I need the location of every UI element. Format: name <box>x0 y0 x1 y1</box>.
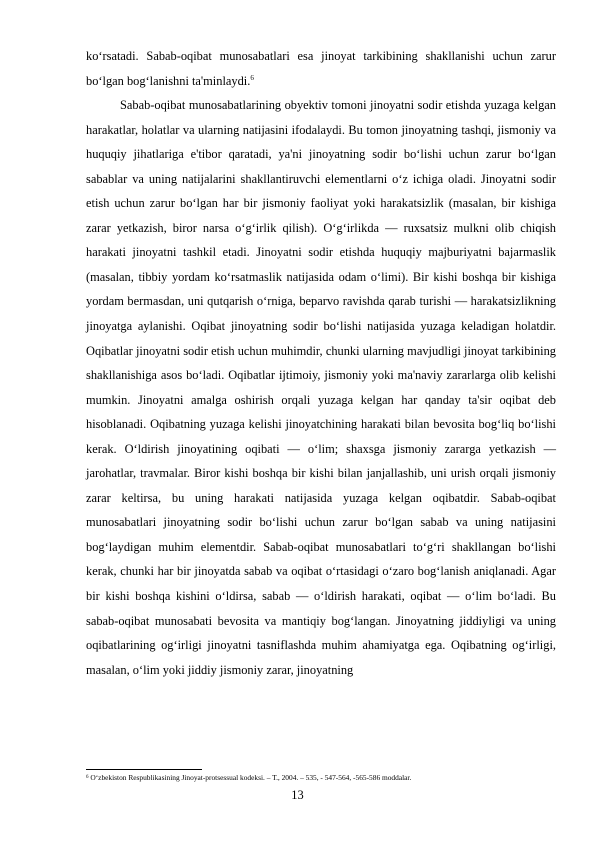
body-text <box>86 44 556 682</box>
paragraph-1-text: ko‘rsatadi. Sabab-oqibat munosabatlari esa jinoyat tarkibining shakllanishi uchun zarur bo‘lgan bog‘lanishni ta'minlaydi. <box>86 49 556 88</box>
page-number: 13 <box>291 788 304 802</box>
footnote-text: O‘zbekiston Respublikasining Jinoyat-protsessual kodeksi. – T., 2004. – 535, - 547-564, -565-586 moddalar. <box>90 773 412 782</box>
paragraph-continuation <box>86 44 556 93</box>
footnote-reference: 6 <box>250 73 254 82</box>
footnote-number: 6 <box>86 775 89 780</box>
footnote-separator <box>86 769 202 770</box>
paragraph-main: Sabab-oqibat munosabatlarining obyektiv tomoni jinoyatni sodir etishda yuzaga kelgan harakatlar, holatlar va ularning natijasini ifodalaydi. Bu tomon jinoyatning tashqi, jismoniy va huquqiy jihatlariga e'tibor qaratadi, ya'ni jinoyatning sodir bo‘lishi uchun zarur bo‘lgan sabablar va uning natijalarini shakllantiruvchi elementlarni o‘z ichiga oladi. Jinoyatni sodir etish uchun zarur bo‘lgan har bir jismoniy faoliyat yoki harakatsizlik (masalan, bir kishiga zarar yetkazish, biror narsa o‘g‘irlik qilish). O‘g‘irlikda — ruxsatsiz mulkni olib chiqish harakati jinoyatni tashkil etadi. Jinoyatni sodir etishda huquqiy majburiyatni bajarmaslik (masalan, tibbiy yordam ko‘rsatmaslik natijasida odam o‘limi). Bir kishi boshqa bir kishiga yordam bermasdan, uni qutqarish o‘rniga, beparvo ravishda qarab turishi — harakatsizlikning jinoyatga aylanishi. Oqibat jinoyatning sodir bo‘lishi natijasida yuzaga keladigan holatdir. Oqibatlar jinoyatni sodir etish uchun muhimdir, chunki ularning mavjudligi jinoyat tarkibining shakllanishiga asos bo‘ladi. Oqibatlar ijtimoiy, jismoniy yoki ma'naviy zararlarga olib kelishi mumkin. Jinoyatni amalga oshirish orqali yuzaga kelgan har qanday ta'sir oqibat deb hisoblanadi. Oqibatning yuzaga kelishi jinoyatchining harakati bilan bevosita bog‘liq bo‘lishi kerak. O‘ldirish jinoyatining oqibati — o‘lim; shaxsga jismoniy zararga yetkazish — jarohatlar, travmalar. Biror kishi boshqa bir kishi bilan janjallashib, uni urish orqali jismoniy zarar keltirsa, bu uning harakati natijasida yuzaga kelgan oqibatdir. Sabab-oqibat munosabatlari jinoyatning sodir bo‘lishi uchun zarur bo‘lgan sabab va uning natijasini bog‘laydigan muhim elementdir. Sabab-oqibat munosabatlari to‘g‘ri shakllangan bo‘lishi kerak, chunki har bir jinoyatda sabab va oqibat o‘rtasidagi o‘zaro bog‘lanish aniqlanadi. Agar bir kishi boshqa kishini o‘ldirsa, sabab — o‘ldirish harakati, oqibat — o‘lim bo‘ladi. Bu sabab-oqibat munosabati bevosita va mantiqiy bog‘langan. Jinoyatning jiddiyligi va uning oqibatlarining og‘irligi jinoyatni tasniflashda muhim ahamiyatga ega. Oqibatning og‘irligi, masalan, o‘lim yoki jiddiy jismoniy zarar, jinoyatning <box>86 98 556 677</box>
footnote <box>86 773 556 782</box>
